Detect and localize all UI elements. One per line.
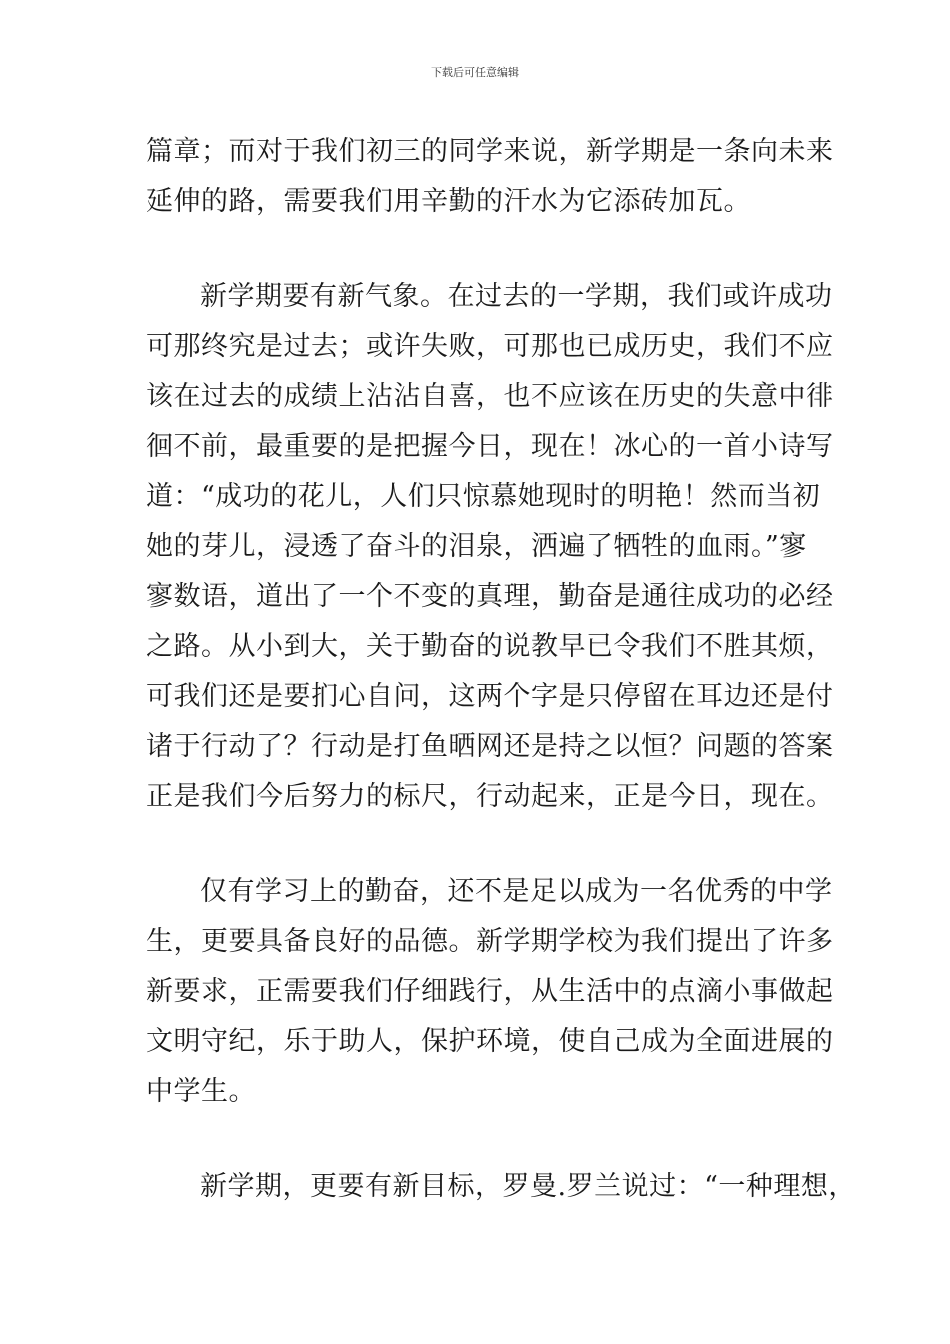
text-line: 之路。从小到大，关于勤奋的说教早已令我们不胜其烦，	[146, 631, 834, 662]
paragraph	[146, 127, 834, 227]
paragraph	[146, 1162, 856, 1212]
text-line: 生，更要具备良好的品德。新学期学校为我们提出了许多	[146, 926, 834, 957]
text-line: 该在过去的成绩上沾沾自喜，也不应该在历史的失意中徘	[146, 381, 834, 412]
body-text	[146, 127, 856, 1212]
text-line: 寥数语，道出了一个不变的真理，勤奋是通往成功的必经	[146, 581, 834, 612]
text-line: 可那终究是过去；或许失败，可那也已成历史，我们不应	[146, 331, 834, 362]
text-line: 她的芽儿，浸透了奋斗的泪泉，洒遍了牺牲的血雨。”寥	[146, 531, 807, 562]
text-line: 新学期，更要有新目标，罗曼.罗兰说过：“一种理想，	[200, 1171, 856, 1202]
text-line: 延伸的路，需要我们用辛勤的汗水为它添砖加瓦。	[146, 186, 751, 217]
text-line: 徊不前，最重要的是把握今日，现在！冰心的一首小诗写	[146, 431, 834, 462]
text-line: 道：“成功的花儿，人们只惊慕她现时的明艳！然而当初	[146, 481, 821, 512]
text-line: 新要求，正需要我们仔细践行，从生活中的点滴小事做起	[146, 976, 834, 1007]
text-line: 新学期要有新气象。在过去的一学期，我们或许成功	[200, 281, 833, 312]
paragraph	[146, 272, 834, 822]
text-line: 中学生。	[146, 1076, 256, 1107]
text-line: 正是我们今后努力的标尺，行动起来，正是今日，现在。	[146, 781, 834, 812]
text-line: 文明守纪，乐于助人，保护环境，使自己成为全面进展的	[146, 1026, 834, 1057]
text-line: 篇章；而对于我们初三的同学来说，新学期是一条向未来	[146, 136, 834, 167]
text-line: 诸于行动了？行动是打鱼晒网还是持之以恒？问题的答案	[146, 731, 834, 762]
text-line: 可我们还是要扪心自问，这两个字是只停留在耳边还是付	[146, 681, 834, 712]
paragraph	[146, 867, 834, 1117]
text-line: 仅有学习上的勤奋，还不是足以成为一名优秀的中学	[200, 876, 833, 907]
header-note: 下载后可任意编辑	[431, 66, 519, 79]
